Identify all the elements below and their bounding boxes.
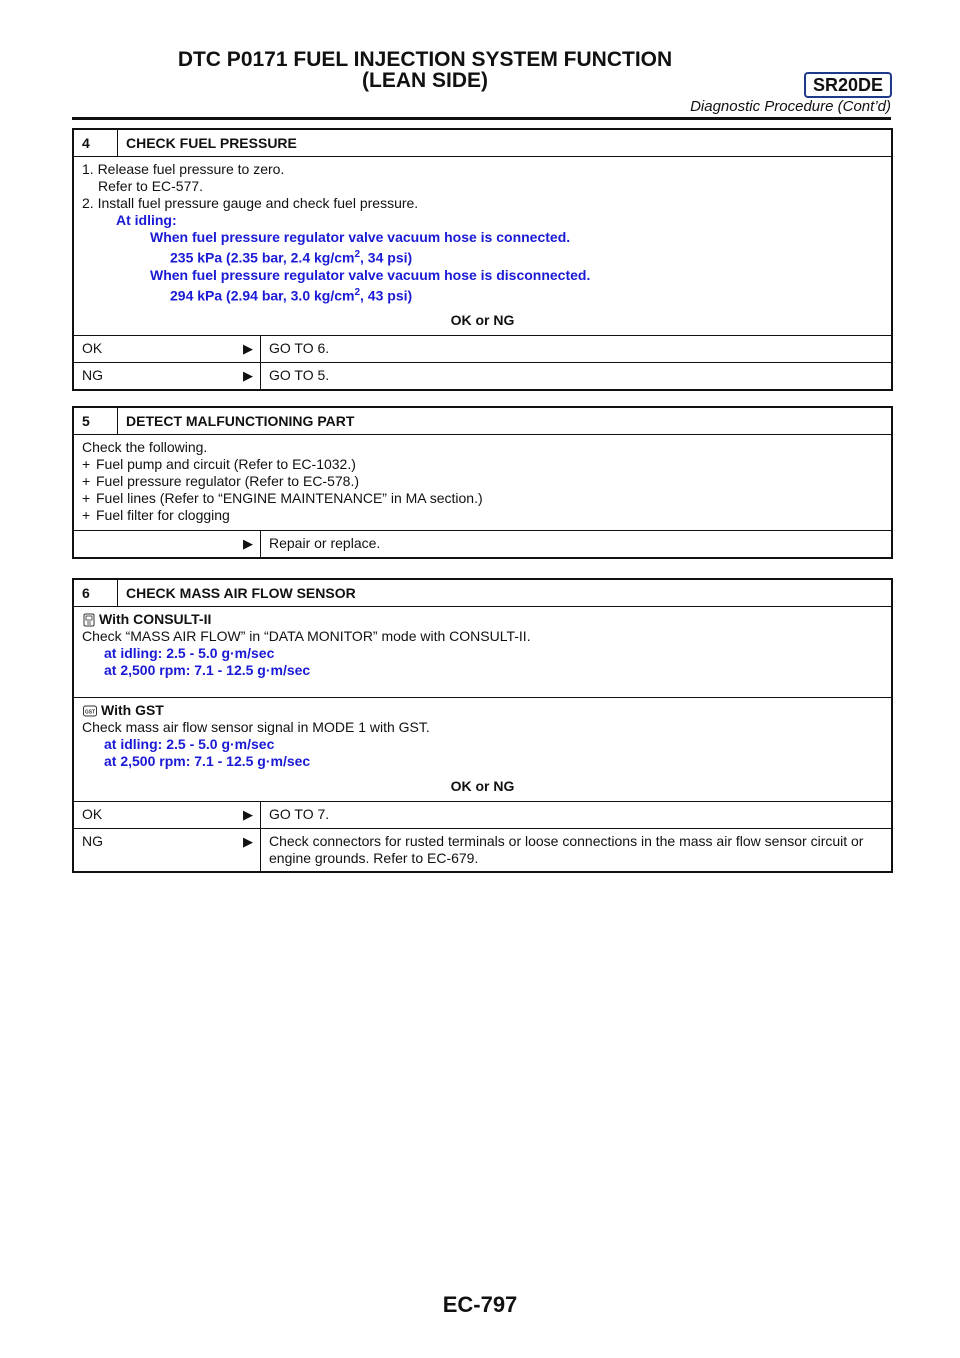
- spec-condition: When fuel pressure regulator valve vacuum hose is connected.: [150, 229, 571, 245]
- page-title-line1: DTC P0171 FUEL INJECTION SYSTEM FUNCTION: [177, 48, 673, 71]
- step-number: 5: [74, 408, 118, 434]
- instruction-line: 2. Install fuel pressure gauge and check fuel pressure.: [82, 195, 419, 211]
- step-6-header: [74, 580, 891, 606]
- consult-heading-text: With CONSULT-II: [99, 611, 212, 627]
- step-title: CHECK MASS AIR FLOW SENSOR: [126, 584, 356, 601]
- spec-value: [82, 284, 883, 305]
- superscript: 2: [354, 286, 361, 298]
- instruction-line: 1. Release fuel pressure to zero.: [82, 161, 285, 177]
- spec-value-text: , 34 psi): [360, 249, 413, 266]
- result-action: Repair or replace.: [260, 531, 891, 557]
- consult-section: [74, 606, 891, 697]
- spec-value: at 2,500 rpm: 7.1 - 12.5 g·m/sec: [104, 753, 311, 769]
- header-rule: [72, 117, 891, 120]
- gst-heading: [82, 702, 883, 719]
- gst-section: [74, 697, 891, 801]
- result-label: NG: [82, 833, 103, 849]
- result-action: GO TO 5.: [260, 363, 891, 389]
- consult-tool-icon: [82, 613, 96, 627]
- page-number: EC-797: [442, 1292, 518, 1317]
- check-item: [82, 490, 883, 507]
- step-number: 6: [74, 580, 118, 606]
- gst-icon-text: GST: [84, 709, 96, 715]
- check-item: [82, 507, 883, 524]
- instruction-line: Check “MASS AIR FLOW” in “DATA MONITOR” mode with CONSULT-II.: [82, 628, 531, 644]
- result-label: OK: [82, 806, 103, 822]
- arrow-icon: ▶: [243, 807, 253, 822]
- instruction-line: Refer to EC-577.: [98, 178, 204, 194]
- step-5-block: [72, 406, 893, 559]
- arrow-icon: ▶: [243, 341, 253, 357]
- bullet-icon: +: [82, 456, 91, 472]
- step-4-block: [72, 128, 893, 391]
- engine-badge: SR20DE: [804, 72, 892, 98]
- spec-value-text: 235 kPa (2.35 bar, 2.4 kg/cm: [170, 249, 355, 266]
- spec-condition: At idling:: [116, 212, 177, 228]
- spec-condition: When fuel pressure regulator valve vacuum hose is disconnected.: [150, 266, 591, 283]
- ok-or-ng-label: OK or NG: [450, 312, 515, 329]
- page-subtitle: Diagnostic Procedure (Cont’d): [690, 98, 891, 115]
- page-title-line2: (LEAN SIDE): [362, 69, 488, 92]
- result-row-ng: [74, 362, 891, 389]
- superscript: 2: [354, 249, 361, 260]
- step-6-block: [72, 578, 893, 873]
- result-row: [74, 530, 891, 557]
- instruction-line: Check mass air flow sensor signal in MODE 1 with GST.: [82, 719, 430, 735]
- result-action: Check connectors for rusted terminals or loose connections in the mass air flow sensor circuit or engine grounds. Refer to EC-679.: [260, 829, 891, 871]
- check-item: [82, 473, 883, 490]
- arrow-icon: ▶: [243, 368, 253, 384]
- spec-value: at idling: 2.5 - 5.0 g·m/sec: [104, 645, 275, 661]
- arrow-icon: ▶: [243, 536, 253, 551]
- check-item-text: Fuel filter for clogging: [96, 507, 230, 523]
- bullet-icon: +: [82, 473, 91, 489]
- step-4-body: [74, 156, 891, 335]
- instruction-line: Check the following.: [82, 439, 208, 455]
- step-title: DETECT MALFUNCTIONING PART: [126, 412, 355, 429]
- step-5-header: [74, 408, 891, 434]
- result-row-ok: [74, 335, 891, 362]
- spec-value-text: 294 kPa (2.94 bar, 3.0 kg/cm: [170, 287, 355, 304]
- result-label: NG: [82, 367, 103, 384]
- result-action: GO TO 7.: [260, 802, 891, 828]
- step-5-body: [74, 434, 891, 530]
- gst-heading-text: With GST: [101, 702, 164, 718]
- check-item: [82, 456, 883, 473]
- spec-value: at idling: 2.5 - 5.0 g·m/sec: [104, 736, 275, 752]
- check-item-text: Fuel pump and circuit (Refer to EC-1032.): [96, 456, 356, 472]
- bullet-icon: +: [82, 490, 91, 506]
- bullet-icon: +: [82, 507, 91, 523]
- arrow-icon: ▶: [243, 834, 253, 849]
- spec-value: [82, 246, 883, 267]
- result-row-ok: [74, 801, 891, 828]
- ok-or-ng-label: OK or NG: [450, 778, 515, 794]
- spec-value-text: , 43 psi): [360, 287, 413, 304]
- check-item-text: Fuel lines (Refer to “ENGINE MAINTENANCE” in MA section.): [96, 490, 483, 506]
- result-action: GO TO 6.: [260, 336, 891, 362]
- result-row-ng: [74, 828, 891, 871]
- gst-tool-icon: [82, 704, 98, 718]
- consult-heading: [82, 611, 883, 628]
- spec-value: at 2,500 rpm: 7.1 - 12.5 g·m/sec: [104, 662, 311, 678]
- step-4-header: [74, 130, 891, 156]
- result-label: OK: [82, 340, 103, 357]
- step-number: 4: [74, 130, 118, 156]
- step-title: CHECK FUEL PRESSURE: [126, 134, 297, 151]
- check-item-text: Fuel pressure regulator (Refer to EC-578.): [96, 473, 359, 489]
